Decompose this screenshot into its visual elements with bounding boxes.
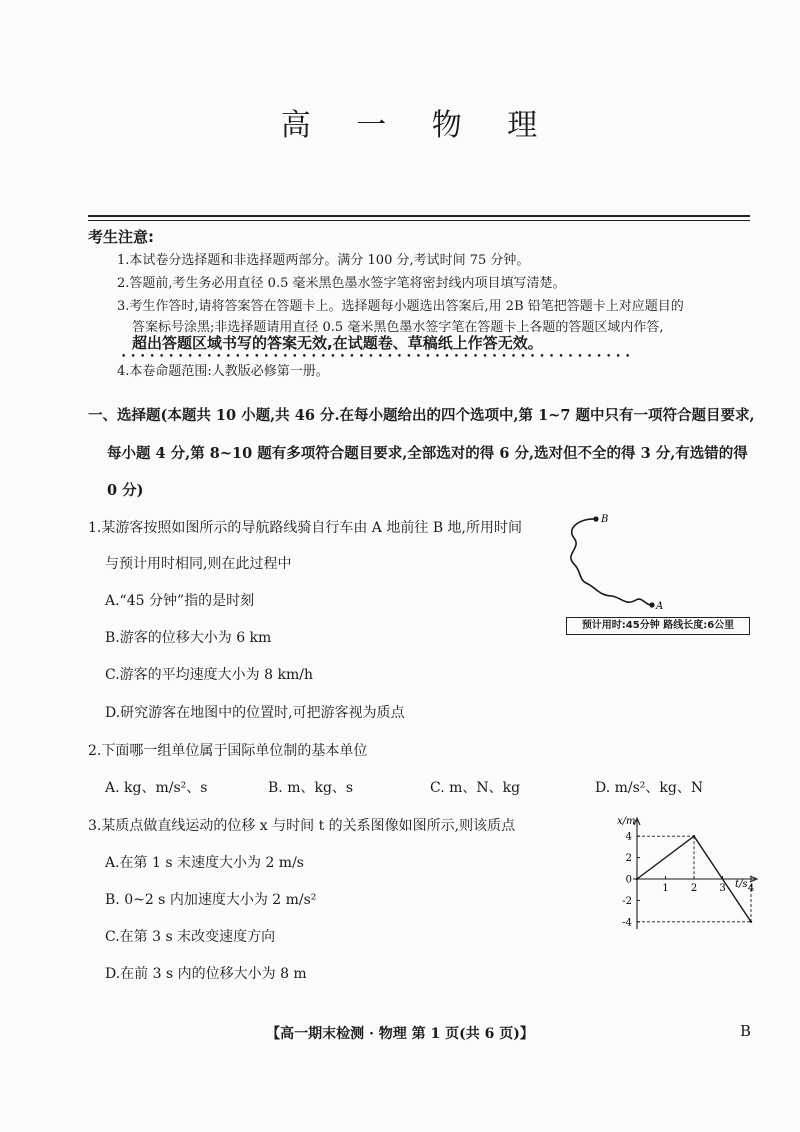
q2-option-c: C. m、N、kg: [430, 780, 521, 796]
q3-option-d: D.在前 3 s 内的位移大小为 8 m: [105, 966, 307, 982]
notice-item-3-cont: 答案标号涂黑;非选择题请用直径 0.5 毫米黑色墨水签字笔在答题卡上各题的答题区域内作答,: [132, 320, 664, 335]
section-heading-line3: 0 分): [107, 482, 144, 499]
q1-option-d: D.研究游客在地图中的位置时,可把游客视为质点: [105, 705, 405, 721]
notice-heading: 考生注意:: [88, 228, 154, 246]
notice-item-4: 4.本卷命题范围:人教版必修第一册。: [117, 364, 329, 379]
x-axis-label: t/s: [735, 879, 748, 890]
series-segment: [637, 836, 694, 879]
q2-option-d: D. m/s²、kg、N: [595, 780, 704, 796]
page-title: 高 一 物 理: [280, 108, 556, 143]
q1-stem-line1: 1.某游客按照如图所示的导航路线骑自行车由 A 地前往 B 地,所用时间: [88, 520, 523, 536]
q1-stem-line2: 与预计用时相同,则在此过程中: [105, 556, 292, 572]
header-rule-thin: [88, 220, 750, 221]
point-a-label: A: [656, 601, 664, 612]
x-tick-label: 3: [719, 883, 726, 894]
route-map-figure: [560, 508, 750, 616]
header-rule: [88, 215, 750, 217]
q2-option-b: B. m、kg、s: [268, 780, 354, 796]
xt-graph: [585, 812, 760, 934]
y-tick-label: -4: [622, 917, 632, 929]
q2-stem: 2.下面哪一组单位属于国际单位制的基本单位: [88, 743, 368, 759]
y-tick-label: -2: [622, 895, 632, 907]
notice-item-3: 3.考生作答时,请将答案答在答题卡上。选择题每小题选出答案后,用 2B 铅笔把答题卡上对应题目的: [117, 299, 684, 314]
x-tick-label: 1: [662, 883, 669, 894]
data-point: [693, 835, 695, 837]
notice-item-3-emphasis: 超出答题区域书写的答案无效,在试题卷、草稿纸上作答无效。: [132, 334, 543, 352]
q2-option-a: A. kg、m/s²、s: [105, 780, 208, 796]
route-caption: 预计用时:45分钟 路线长度:6公里: [566, 617, 750, 635]
y-tick-label: 2: [625, 853, 632, 865]
page-footer: 【高一期末检测 · 物理 第 1 页(共 6 页)】: [266, 1026, 534, 1042]
x-tick-label: 2: [690, 883, 698, 894]
y-tick-label: 4: [625, 831, 632, 843]
notice-item-2: 2.答题前,考生务必用直径 0.5 毫米黑色墨水签字笔将密封线内项目填写清楚。: [117, 276, 566, 291]
q1-option-a: A.“45 分钟”指的是时刻: [105, 593, 255, 609]
q3-option-c: C.在第 3 s 末改变速度方向: [105, 929, 276, 945]
route-path: [571, 519, 652, 605]
data-point: [636, 878, 638, 880]
notice-item-1: 1.本试卷分选择题和非选择题两部分。满分 100 分,考试时间 75 分钟。: [117, 253, 530, 268]
point-b-dot: [593, 516, 598, 521]
q1-option-c: C.游客的平均速度大小为 8 km/h: [105, 667, 313, 683]
section-heading-line2: 每小题 4 分,第 8~10 题有多项符合题目要求,全部选对的得 6 分,选对但不全的得 3 分,有选错的得: [107, 445, 748, 462]
emphasis-dots: ••••••••••••••••••••••••••••••••••••••••••••••••••••••: [121, 352, 635, 362]
q3-option-a: A.在第 1 s 末速度大小为 2 m/s: [105, 855, 304, 871]
paper-version: B: [740, 1022, 752, 1040]
section-heading-line1: 一、选择题(本题共 10 小题,共 46 分.在每小题给出的四个选项中,第 1~7 题中只有一项符合题目要求,: [88, 407, 755, 424]
q1-option-b: B.游客的位移大小为 6 km: [105, 630, 272, 646]
point-a-dot: [649, 602, 654, 607]
data-point: [750, 921, 752, 923]
xt-axes: [622, 818, 757, 929]
y-axis-label: x/m: [617, 816, 636, 827]
q3-option-b: B. 0~2 s 内加速度大小为 2 m/s²: [105, 892, 317, 908]
point-b-label: B: [601, 514, 609, 525]
q3-stem: 3.某质点做直线运动的位移 x 与时间 t 的关系图像如图所示,则该质点: [88, 818, 516, 834]
y-tick-label: 0: [625, 874, 632, 886]
x-tick-label: 4: [747, 883, 755, 894]
